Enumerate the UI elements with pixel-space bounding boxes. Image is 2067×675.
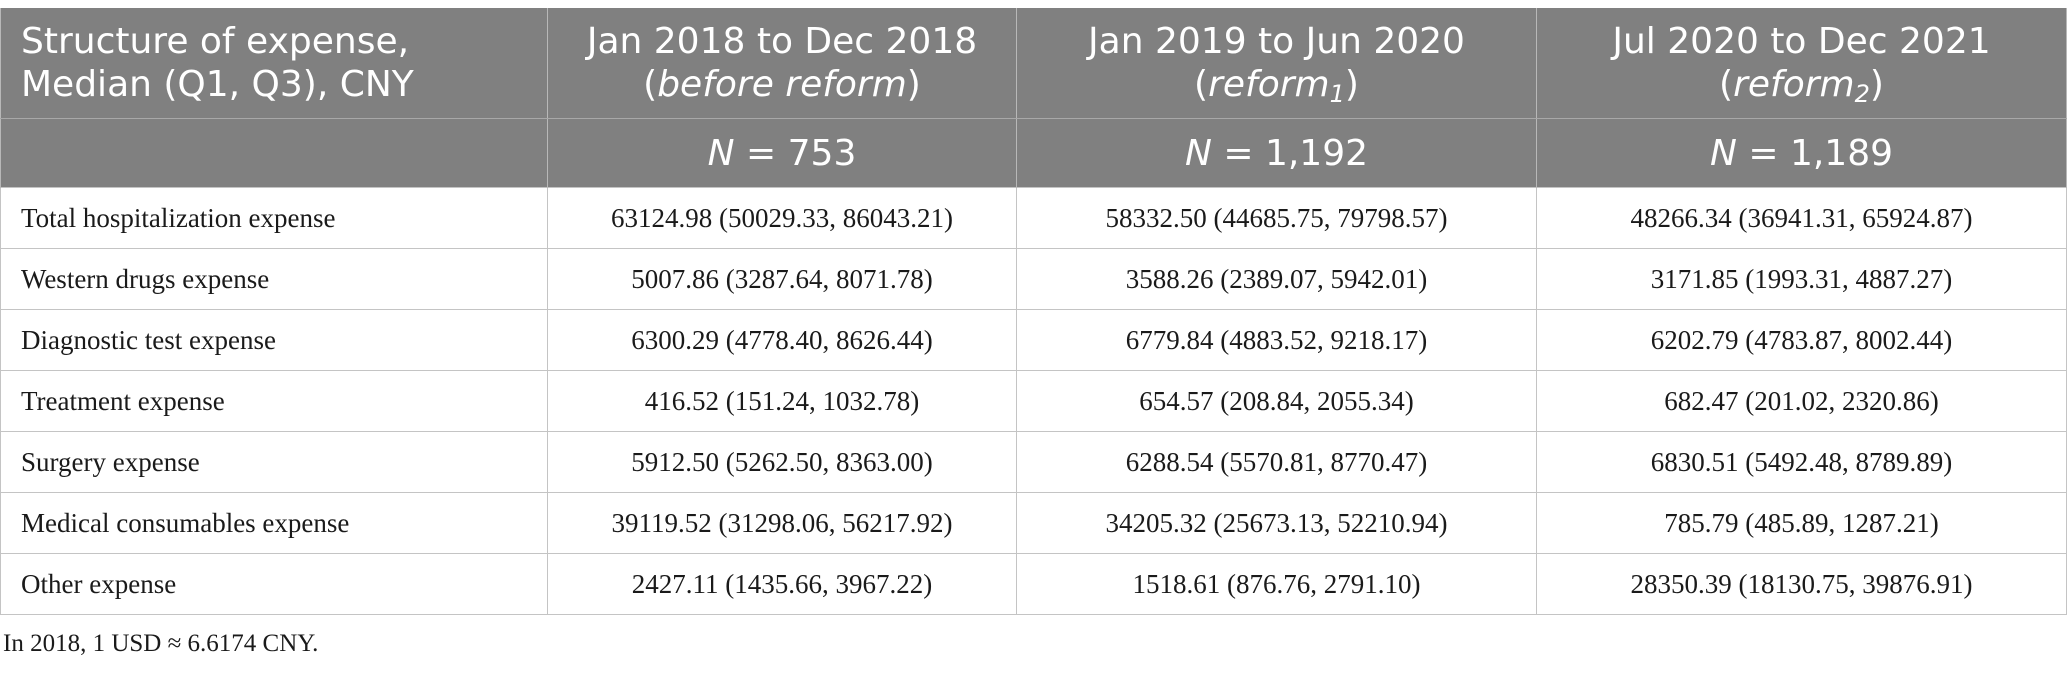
table-cell: 5912.50 (5262.50, 8363.00) xyxy=(548,432,1017,493)
period-header-before-reform: Jan 2018 to Dec 2018 (before reform) xyxy=(548,8,1017,119)
header-row-periods xyxy=(1,8,2067,119)
period-range: Jan 2019 to Jun 2020 xyxy=(1088,21,1465,62)
table-row xyxy=(1,188,2067,249)
period-label: before reform xyxy=(657,64,907,105)
table-cell: 3171.85 (1993.31, 4887.27) xyxy=(1537,249,2067,310)
table-row xyxy=(1,249,2067,310)
table-cell: 63124.98 (50029.33, 86043.21) xyxy=(548,188,1017,249)
table-row xyxy=(1,554,2067,615)
table-cell: 5007.86 (3287.64, 8071.78) xyxy=(548,249,1017,310)
table-cell: 785.79 (485.89, 1287.21) xyxy=(1537,493,2067,554)
table-header xyxy=(1,8,2067,188)
table-footnote: In 2018, 1 USD ≈ 6.6174 CNY. xyxy=(3,630,319,657)
header-row-sample-size xyxy=(1,119,2067,188)
table-cell: 6288.54 (5570.81, 8770.47) xyxy=(1017,432,1537,493)
table-cell: 48266.34 (36941.31, 65924.87) xyxy=(1537,188,2067,249)
row-label: Other expense xyxy=(1,554,548,615)
sample-size-before-reform: N = 753 xyxy=(548,119,1017,188)
table-row xyxy=(1,493,2067,554)
period-subscript: 2 xyxy=(1854,80,1870,108)
row-label: Total hospitalization expense xyxy=(1,188,548,249)
table-cell: 2427.11 (1435.66, 3967.22) xyxy=(548,554,1017,615)
period-label: reform xyxy=(1208,64,1330,105)
table-cell: 34205.32 (25673.13, 52210.94) xyxy=(1017,493,1537,554)
table-cell: 6202.79 (4783.87, 8002.44) xyxy=(1537,310,2067,371)
row-label: Surgery expense xyxy=(1,432,548,493)
period-header-reform-1: Jan 2019 to Jun 2020 (reform$_1$) xyxy=(1017,8,1537,119)
table-row xyxy=(1,371,2067,432)
table-cell: 6300.29 (4778.40, 8626.44) xyxy=(548,310,1017,371)
period-header-reform-2: Jul 2020 to Dec 2021 (reform$_2$) xyxy=(1537,8,2067,119)
table-cell: 682.47 (201.02, 2320.86) xyxy=(1537,371,2067,432)
table-cell: 39119.52 (31298.06, 56217.92) xyxy=(548,493,1017,554)
period-range: Jul 2020 to Dec 2021 xyxy=(1612,21,1991,62)
row-label: Diagnostic test expense xyxy=(1,310,548,371)
table-cell: 6830.51 (5492.48, 8789.89) xyxy=(1537,432,2067,493)
table-cell: 6779.84 (4883.52, 9218.17) xyxy=(1017,310,1537,371)
period-range: Jan 2018 to Dec 2018 xyxy=(586,21,978,62)
table-row xyxy=(1,310,2067,371)
period-subscript: 1 xyxy=(1329,80,1345,108)
table-cell: 416.52 (151.24, 1032.78) xyxy=(548,371,1017,432)
row-label: Western drugs expense xyxy=(1,249,548,310)
stub-header-label: Structure of expense, Median (Q1, Q3), CNY xyxy=(1,8,548,119)
expense-structure-table xyxy=(0,8,2067,615)
sample-size-reform-1: N = 1,192 xyxy=(1017,119,1537,188)
table-cell: 58332.50 (44685.75, 79798.57) xyxy=(1017,188,1537,249)
stub-header-empty xyxy=(1,119,548,188)
period-label: reform xyxy=(1733,64,1855,105)
table-body xyxy=(1,188,2067,615)
row-label: Medical consumables expense xyxy=(1,493,548,554)
table-cell: 28350.39 (18130.75, 39876.91) xyxy=(1537,554,2067,615)
table-cell: 1518.61 (876.76, 2791.10) xyxy=(1017,554,1537,615)
sample-size-reform-2: N = 1,189 xyxy=(1537,119,2067,188)
table-cell: 3588.26 (2389.07, 5942.01) xyxy=(1017,249,1537,310)
row-label: Treatment expense xyxy=(1,371,548,432)
table-row xyxy=(1,432,2067,493)
table-cell: 654.57 (208.84, 2055.34) xyxy=(1017,371,1537,432)
